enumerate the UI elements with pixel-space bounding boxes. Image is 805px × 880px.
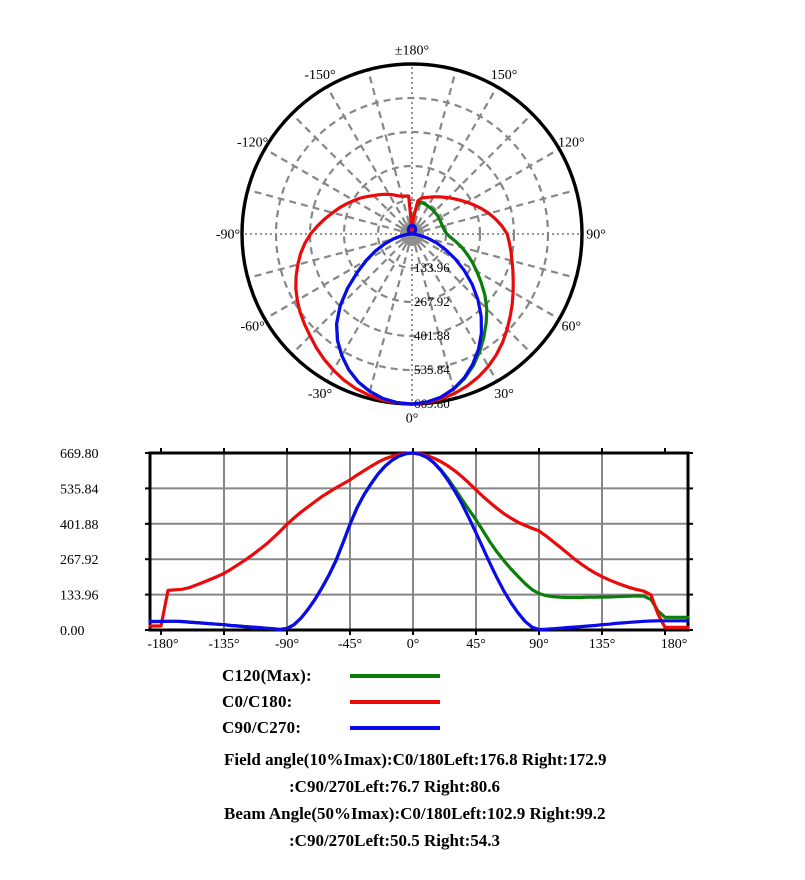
polar-grid-spoke bbox=[412, 149, 559, 234]
legend-label-c0c180: C0/C180: bbox=[222, 692, 293, 711]
cartesian-x-label: -90° bbox=[274, 637, 300, 652]
cartesian-y-label: 535.84 bbox=[60, 482, 99, 498]
legend bbox=[222, 663, 440, 741]
polar-angle-label: -30° bbox=[307, 386, 333, 402]
polar-angle-label: -60° bbox=[240, 319, 265, 335]
polar-angle-label: ±180° bbox=[394, 43, 430, 59]
legend-row-c90c270 bbox=[222, 715, 440, 741]
cartesian-x-label: 0° bbox=[406, 637, 420, 652]
polar-ring-label: 401.88 bbox=[414, 328, 450, 343]
polar-angle-label: -120° bbox=[237, 135, 269, 151]
polar-angle-label: 0° bbox=[405, 411, 419, 427]
legend-label-c90c270: C90/C270: bbox=[222, 718, 302, 737]
cartesian-x-label: 90° bbox=[529, 637, 549, 652]
polar-ring-label: 535.84 bbox=[414, 362, 450, 377]
polar-angle-label: 60° bbox=[561, 319, 582, 335]
beam-angle-c90-line: :C90/270Left:50.5 Right:54.3 bbox=[289, 831, 501, 850]
cartesian-x-label: -180° bbox=[147, 637, 179, 652]
cartesian-x-label: 180° bbox=[660, 637, 688, 652]
cartesian-y-label: 267.92 bbox=[60, 553, 99, 569]
polar-angle-label: 150° bbox=[490, 68, 518, 84]
polar-grid-spoke bbox=[327, 87, 412, 234]
polar-ring-label: 267.92 bbox=[414, 294, 450, 309]
polar-chart bbox=[216, 44, 606, 427]
polar-grid-spoke bbox=[412, 114, 532, 234]
cartesian-curve-c90c270 bbox=[150, 453, 688, 630]
cartesian-y-label: 133.96 bbox=[60, 588, 99, 604]
polar-angle-label: -150° bbox=[304, 68, 336, 84]
cartesian-x-label: 45° bbox=[466, 637, 486, 652]
cartesian-x-label: -45° bbox=[337, 637, 363, 652]
cartesian-curve-c120max bbox=[150, 453, 688, 630]
cartesian-plot-border bbox=[150, 453, 688, 630]
polar-curve-c90c270 bbox=[337, 225, 482, 404]
polar-angle-label: 90° bbox=[586, 227, 606, 243]
legend-swatch-c90c270-line bbox=[350, 726, 440, 730]
polar-ring-label: 133.96 bbox=[414, 260, 450, 275]
beam-field-angle-summary bbox=[0, 746, 805, 854]
polar-angle-label: 120° bbox=[558, 135, 585, 151]
polar-grid-spoke bbox=[248, 190, 412, 234]
polar-grid-spoke bbox=[265, 149, 412, 234]
legend-swatch-c0c180-line bbox=[350, 700, 440, 704]
cartesian-x-label: -135° bbox=[208, 637, 240, 652]
polar-grid-spoke bbox=[265, 234, 412, 319]
legend-swatch-c120max-line bbox=[350, 674, 440, 678]
cartesian-y-label: 669.80 bbox=[60, 447, 99, 462]
beam-angle-c0-line: Beam Angle(50%Imax):C0/180Left:102.9 Right:99.2 bbox=[224, 804, 606, 823]
cartesian-chart bbox=[60, 447, 693, 652]
field-angle-c0-line: Field angle(10%Imax):C0/180Left:176.8 Right:172.9 bbox=[224, 750, 607, 769]
legend-label-c120max: C120(Max): bbox=[222, 666, 312, 685]
field-angle-c90-line: :C90/270Left:76.7 Right:80.6 bbox=[289, 777, 501, 796]
cartesian-y-label: 0.00 bbox=[60, 624, 85, 639]
legend-row-c0c180 bbox=[222, 689, 440, 715]
legend-row-c120max bbox=[222, 663, 440, 689]
polar-angle-label: -90° bbox=[215, 227, 241, 243]
polar-grid-spoke bbox=[292, 114, 412, 234]
cartesian-x-label: 135° bbox=[588, 637, 616, 652]
cartesian-curve-c0c180 bbox=[150, 453, 688, 628]
cartesian-y-label: 401.88 bbox=[60, 517, 99, 533]
polar-angle-label: 30° bbox=[494, 386, 514, 402]
polar-ring-label: 669.80 bbox=[414, 396, 450, 411]
